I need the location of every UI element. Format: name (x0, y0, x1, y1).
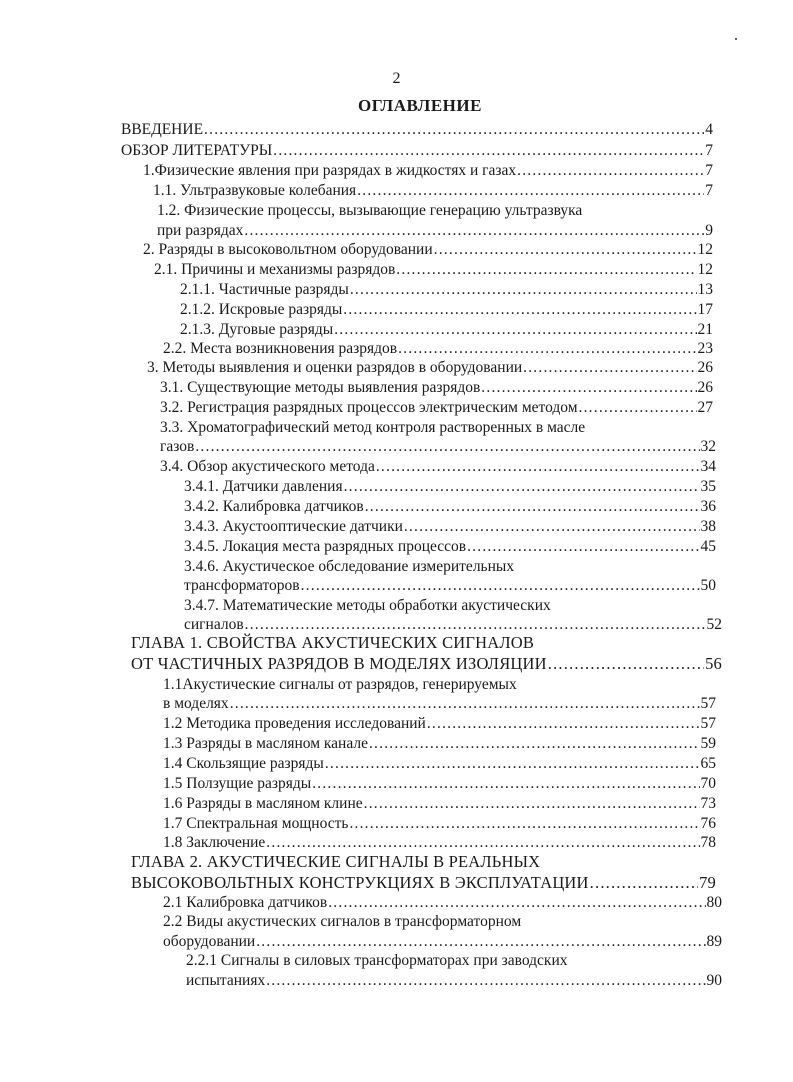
toc-entry-page: 34 (700, 458, 716, 475)
toc-entry-title: газов (160, 438, 195, 455)
toc-entry-title: 2.1. Причины и механизмы разрядов (154, 261, 396, 278)
toc-entry (131, 654, 722, 674)
toc-entry-page: 26 (697, 359, 713, 376)
toc-dot-leader (349, 814, 699, 834)
toc-entry (131, 633, 560, 653)
toc-entry-title: ГЛАВА 1. СВОЙСТВА АКУСТИЧЕСКИХ СИГНАЛОВ (131, 633, 535, 652)
toc-entry (186, 951, 632, 971)
toc-entry-page: 89 (706, 933, 722, 950)
toc-entry-title: 3.4.2. Калибровка датчиков (184, 498, 364, 515)
toc-entry (163, 694, 716, 714)
toc-entry-title: 1.4 Скользящие разряды (163, 755, 324, 772)
toc-dot-leader (273, 141, 704, 161)
toc-entry (163, 774, 716, 794)
toc-entry (157, 221, 713, 241)
toc-entry (184, 557, 590, 577)
toc-entry (160, 457, 716, 477)
toc-entry-page: 52 (706, 616, 722, 633)
toc-entry-title: в моделях (163, 695, 229, 712)
toc-entry (163, 675, 570, 695)
toc-entry-title: 1.2. Физические процессы, вызывающие генерацию ультразвука (157, 202, 583, 219)
toc-entry-title: 3. Методы выявления и оценки разрядов в оборудовании (147, 359, 523, 376)
toc-entry-title: 3.4.1. Датчики давления (184, 478, 343, 495)
toc-entry (163, 754, 716, 774)
toc-entry-page: 59 (700, 735, 716, 752)
toc-entry (154, 260, 713, 280)
toc-entry-title: ГЛАВА 2. АКУСТИЧЕСКИЕ СИГНАЛЫ В РЕАЛЬНЫХ (131, 852, 541, 871)
toc-entry-page: 13 (697, 281, 713, 298)
toc-entry-page: 21 (697, 321, 713, 338)
toc-entry (184, 615, 722, 635)
toc-dot-leader (266, 971, 705, 991)
toc-entry-title: 1.6 Разряды в масляном клине (163, 795, 363, 812)
toc-entry-title: 1.3 Разряды в масляном канале (163, 735, 368, 752)
toc-entry-title: 2.1.1. Частичные разряды (180, 281, 349, 298)
toc-dot-leader (434, 240, 697, 260)
toc-entry-title: 3.4. Обзор акустического метода (160, 458, 375, 475)
toc-entry (184, 576, 716, 596)
toc-entry (121, 141, 713, 161)
toc-dot-leader (344, 477, 700, 497)
toc-entry-title: 3.3. Хроматографический метод контроля растворенных в масле (160, 419, 586, 436)
toc-entry-page: 79 (699, 873, 716, 892)
toc-entry-title: испытаниях (186, 972, 266, 989)
toc-title: ОГЛАВЛЕНИЕ (358, 96, 482, 115)
toc-entry-title: 2.2 Виды акустических сигналов в трансформаторном (163, 913, 522, 930)
toc-entry-title: ВЫСОКОВОЛЬТНЫХ КОНСТРУКЦИЯХ В ЭКСПЛУАТАЦИИ (131, 873, 589, 892)
toc-entry (186, 971, 722, 991)
toc-entry-title: 2.1 Калибровка датчиков (163, 894, 328, 911)
toc-entry (184, 517, 716, 537)
toc-dot-leader (245, 615, 706, 635)
toc-entry-page: 70 (700, 775, 716, 792)
toc-dot-leader (244, 221, 704, 241)
toc-dot-leader (350, 280, 697, 300)
toc-dot-leader (467, 537, 699, 557)
toc-entry (163, 814, 716, 834)
toc-entry (163, 734, 716, 754)
toc-entry-page: 73 (700, 795, 716, 812)
toc-entry (121, 120, 713, 140)
toc-entry-title: 3.4.5. Локация места разрядных процессов (184, 538, 467, 555)
toc-entry-page: 57 (700, 715, 716, 732)
toc-entry-page: 38 (700, 518, 716, 535)
toc-entry (163, 794, 716, 814)
toc-entry-page: 17 (697, 301, 713, 318)
toc-entry (131, 873, 716, 893)
toc-entry-title: 2.1.3. Дуговые разряды (180, 321, 334, 338)
toc-entry-page: 78 (700, 834, 716, 851)
toc-entry-page: 23 (697, 340, 713, 357)
toc-entry-page: 90 (706, 972, 722, 989)
toc-entry-page: 7 (705, 142, 713, 159)
toc-entry (180, 280, 713, 300)
toc-dot-leader (195, 437, 699, 457)
toc-entry-page: 27 (697, 399, 713, 416)
toc-entry-title: 3.4.3. Акустооптические датчики (184, 518, 403, 535)
toc-dot-leader (325, 754, 700, 774)
toc-entry-page: 26 (697, 379, 713, 396)
page-number: 2 (392, 70, 401, 87)
toc-entry-page: 7 (705, 162, 713, 179)
toc-entry (184, 497, 716, 517)
toc-entry (157, 201, 650, 221)
toc-entry (160, 378, 713, 398)
toc-entry-title: 3.2. Регистрация разрядных процессов электрическим методом (160, 399, 578, 416)
toc-entry-title: ВВЕДЕНИЕ (121, 121, 204, 138)
toc-entry (143, 161, 713, 181)
toc-entry (184, 477, 716, 497)
toc-entry-page: 50 (700, 577, 716, 594)
toc-entry-title: 1.8 Заключение (163, 834, 266, 851)
toc-entry-title: оборудовании (163, 933, 256, 950)
toc-entry-title: 2. Разряды в высоковольтном оборудовании (143, 241, 433, 258)
toc-entry (147, 358, 713, 378)
toc-dot-leader (334, 320, 696, 340)
toc-dot-leader (301, 576, 700, 596)
toc-entry-page: 9 (705, 222, 713, 239)
toc-dot-leader (364, 794, 700, 814)
toc-entry-page: 76 (700, 815, 716, 832)
toc-entry-title: 2.1.2. Искровые разряды (180, 301, 343, 318)
toc-entry (184, 596, 610, 616)
toc-entry-title: сигналов (184, 616, 244, 633)
toc-dot-leader (365, 497, 700, 517)
toc-dot-leader (376, 457, 700, 477)
toc-entry (160, 418, 676, 438)
toc-entry-page: 36 (700, 498, 716, 515)
toc-dot-leader (579, 398, 697, 418)
toc-entry-title: 1.Физические явления при разрядах в жидкостях и газах (143, 162, 517, 179)
toc-entry-title: 1.5 Ползущие разряды (163, 775, 312, 792)
toc-entry-page: 45 (700, 538, 716, 555)
toc-dot-leader (481, 378, 696, 398)
toc-entry-page: 65 (700, 755, 716, 772)
toc-dot-leader (404, 517, 700, 537)
toc-entry (163, 339, 713, 359)
toc-entry-page: 12 (697, 241, 713, 258)
toc-entry (160, 437, 716, 457)
toc-entry-title: 1.2 Методика проведения исследований (163, 715, 426, 732)
toc-entry-title: ОТ ЧАСТИЧНЫХ РАЗРЯДОВ В МОДЕЛЯХ ИЗОЛЯЦИИ (131, 654, 547, 673)
toc-entry (163, 912, 576, 932)
toc-dot-leader (590, 873, 698, 893)
toc-dot-leader (398, 339, 696, 359)
toc-entry-title: 3.4.7. Математические методы обработки акустических (184, 597, 551, 614)
toc-dot-leader (357, 181, 704, 201)
toc-entry-page: 4 (705, 121, 713, 138)
toc-entry (153, 181, 713, 201)
toc-dot-leader (427, 714, 700, 734)
toc-entry (163, 893, 722, 913)
toc-dot-leader (256, 932, 705, 952)
toc-entry-title: 1.1. Ультразвуковые колебания (153, 182, 357, 199)
toc-entry-title: 1.1Акустические сигналы от разрядов, генерируемых (163, 676, 517, 693)
toc-entry-title: 3.4.6. Акустическое обследование измерительных (184, 558, 515, 575)
toc-dot-leader (343, 300, 696, 320)
toc-entry (184, 537, 716, 557)
toc-entry-page: 80 (706, 894, 722, 911)
toc-dot-leader (204, 120, 704, 140)
toc-dot-leader (328, 893, 705, 913)
toc-dot-leader (312, 774, 699, 794)
toc-dot-leader (396, 260, 696, 280)
toc-entry-title: 2.2. Места возникновения разрядов (163, 340, 398, 357)
toc-entry-page: 56 (705, 654, 722, 673)
toc-dot-leader (230, 694, 700, 714)
toc-entry (143, 240, 713, 260)
toc-entry (163, 714, 716, 734)
toc-dot-leader (369, 734, 700, 754)
toc-entry (160, 398, 713, 418)
toc-dot-leader (266, 833, 699, 853)
toc-entry (131, 852, 570, 872)
toc-dot-leader (523, 358, 696, 378)
toc-entry-page: 32 (700, 438, 716, 455)
toc-entry-page: 7 (705, 182, 713, 199)
toc-entry (163, 833, 716, 853)
toc-entry-page: 57 (700, 695, 716, 712)
scan-speck (735, 38, 737, 40)
toc-entry (180, 300, 713, 320)
toc-entry-title: ОБЗОР ЛИТЕРАТУРЫ (121, 142, 273, 159)
toc-entry-title: 2.2.1 Сигналы в силовых трансформаторах при заводских (186, 952, 568, 969)
toc-entry-page: 12 (697, 261, 713, 278)
toc-entry-title: при разрядах (157, 222, 244, 239)
toc-dot-leader (548, 654, 704, 674)
toc-entry-title: трансформаторов (184, 577, 300, 594)
toc-entry-title: 1.7 Спектральная мощность (163, 815, 349, 832)
toc-dot-leader (517, 161, 704, 181)
toc-entry (180, 320, 713, 340)
toc-entry-page: 35 (700, 478, 716, 495)
toc-entry (163, 932, 722, 952)
toc-entry-title: 3.1. Существующие методы выявления разрядов (160, 379, 481, 396)
